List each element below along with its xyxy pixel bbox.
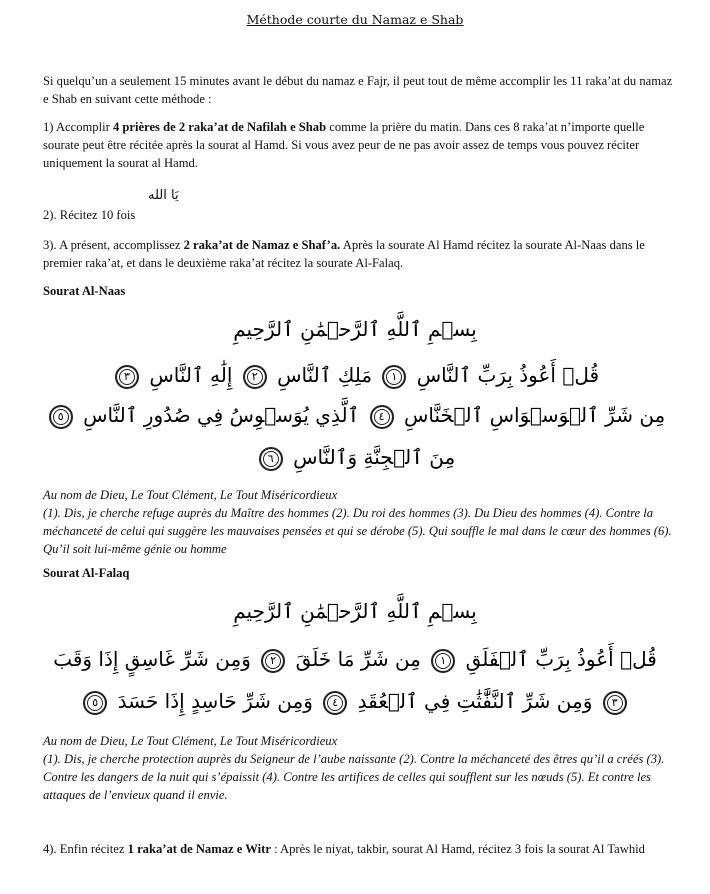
ayah-marker-icon: ٢	[243, 365, 267, 389]
falaq-translation-title: Au nom de Dieu, Le Tout Clément, Le Tout Miséricordieux	[43, 734, 338, 748]
step-3-paragraph	[43, 236, 673, 272]
naas-verse-line-3	[40, 440, 670, 474]
step-4-paragraph	[43, 840, 673, 858]
step-3-bold: 2 raka’at de Namaz e Shaf’a.	[183, 238, 341, 252]
ayah-marker-icon: ١	[431, 649, 455, 673]
naas-verse-3: إِلَٰهِ ٱلنَّاسِ	[149, 363, 233, 387]
step-1-post: comme la prière du matin. Dans ces 8 raka’at n’importe quelle sourate peut être récitée après la sourat al Hamd. Si vous avez peur de ne pas avoir assez de temps vous pouvez réciter uniquement la sourat al Hamd.	[43, 120, 645, 170]
ayah-marker-icon: ١	[382, 365, 406, 389]
naas-verse-2: مَلِكِ ٱلنَّاسِ	[277, 363, 373, 387]
ayah-marker-icon: ٤	[370, 405, 394, 429]
falaq-basmala: بِسۡمِ ٱللَّهِ ٱلرَّحۡمَٰنِ ٱلرَّحِيمِ	[233, 599, 477, 623]
falaq-heading: Sourat Al-Falaq	[43, 566, 130, 580]
step-2-paragraph	[43, 206, 673, 224]
step-1-bold: 4 prières de 2 raka’at de Nafilah e Shab	[112, 120, 327, 134]
intro-paragraph: Si quelqu’un a seulement 15 minutes avant le début du namaz e Fajr, il peut tout de même accomplir les 11 raka’at du namaz e Shab en suivant cette méthode :	[43, 74, 673, 106]
step-3-pre: 3). A présent, accomplissez	[43, 238, 184, 252]
ayah-marker-icon: ٣	[115, 365, 139, 389]
step-1-paragraph	[43, 118, 673, 172]
falaq-verse-2: مِن شَرِّ مَا خَلَقَ	[295, 647, 421, 671]
naas-verse-line-1	[40, 358, 670, 392]
falaq-verse-line-1	[40, 642, 670, 676]
naas-heading: Sourat Al-Naas	[43, 284, 126, 298]
naas-verse-5: ٱلَّذِي يُوَسۡوِسُ فِي صُدُورِ ٱلنَّاسِ	[83, 403, 360, 427]
naas-verse-6: مِنَ ٱلۡجِنَّةِ وَٱلنَّاسِ	[293, 445, 456, 469]
falaq-verse-1: قُلۡ أَعُوذُ بِرَبِّ ٱلۡفَلَقِ	[465, 647, 657, 671]
step-4-bold: 1 raka’at de Namaz e Witr	[127, 842, 271, 856]
naas-translation-title: Au nom de Dieu, Le Tout Clément, Le Tout Miséricordieux	[43, 488, 338, 502]
naas-verse-1: قُلۡ أَعُوذُ بِرَبِّ ٱلنَّاسِ	[416, 363, 600, 387]
step-2-text: 2). Récitez 10 fois	[43, 208, 136, 222]
falaq-translation: (1). Dis, je cherche protection auprès du Seigneur de l’aube naissante (2). Contre la méchanceté des êtres qu’il a créés (3). Contre les dangers de la nuit qui s’épaissit (4). Contre les artifices de celles qui soufflent sur les nœuds (5). Et contre les attaques de l’envieux quand il envie.	[43, 752, 665, 802]
ayah-marker-icon: ٥	[83, 691, 107, 715]
falaq-verse-line-2	[40, 684, 670, 718]
ayah-marker-icon: ٢	[261, 649, 285, 673]
ayah-marker-icon: ٦	[259, 447, 283, 471]
ayah-marker-icon: ٤	[323, 691, 347, 715]
falaq-verse-3: وَمِن شَرِّ غَاسِقٍ إِذَا وَقَبَ	[53, 647, 251, 671]
ayah-marker-icon: ٥	[49, 405, 73, 429]
step-4-pre: 4). Enfin récitez	[43, 842, 128, 856]
falaq-verse-5: وَمِن شَرِّ حَاسِدٍ إِذَا حَسَدَ	[117, 689, 313, 713]
ayah-marker-icon: ٣	[603, 691, 627, 715]
falaq-verse-4: وَمِن شَرِّ ٱلنَّفَّٰثَٰتِ فِي ٱلۡعُقَدِ	[357, 689, 593, 713]
page-title: Méthode courte du Namaz e Shab	[246, 12, 464, 27]
step-2-arabic: يَا الله	[148, 188, 179, 203]
naas-translation: (1). Dis, je cherche refuge auprès du Maître des hommes (2). Du roi des hommes (3). Du Dieu des hommes (4). Contre la méchanceté de celui qui suggère les mauvaises pensées et qui se dérobe (5). Qui souffle le mal dans le cœur des hommes (6). Qu’il soit lui-même génie ou homme	[43, 506, 672, 556]
step-1-pre: 1) Accomplir	[43, 120, 113, 134]
naas-basmala: بِسۡمِ ٱللَّهِ ٱلرَّحۡمَٰنِ ٱلرَّحِيمِ	[233, 317, 477, 341]
naas-verse-line-2	[40, 398, 670, 432]
step-3-post: Après la sourate Al Hamd récitez la sourate Al-Naas dans le premier raka’at, et dans le deuxième raka’at récitez la sourate Al-Falaq.	[43, 238, 645, 270]
step-4-post: : Après le niyat, takbir, sourat Al Hamd, récitez 3 fois la sourat Al Tawhid	[270, 842, 645, 856]
naas-verse-4: مِن شَرِّ ٱلۡوَسۡوَاسِ ٱلۡخَنَّاسِ	[403, 403, 666, 427]
